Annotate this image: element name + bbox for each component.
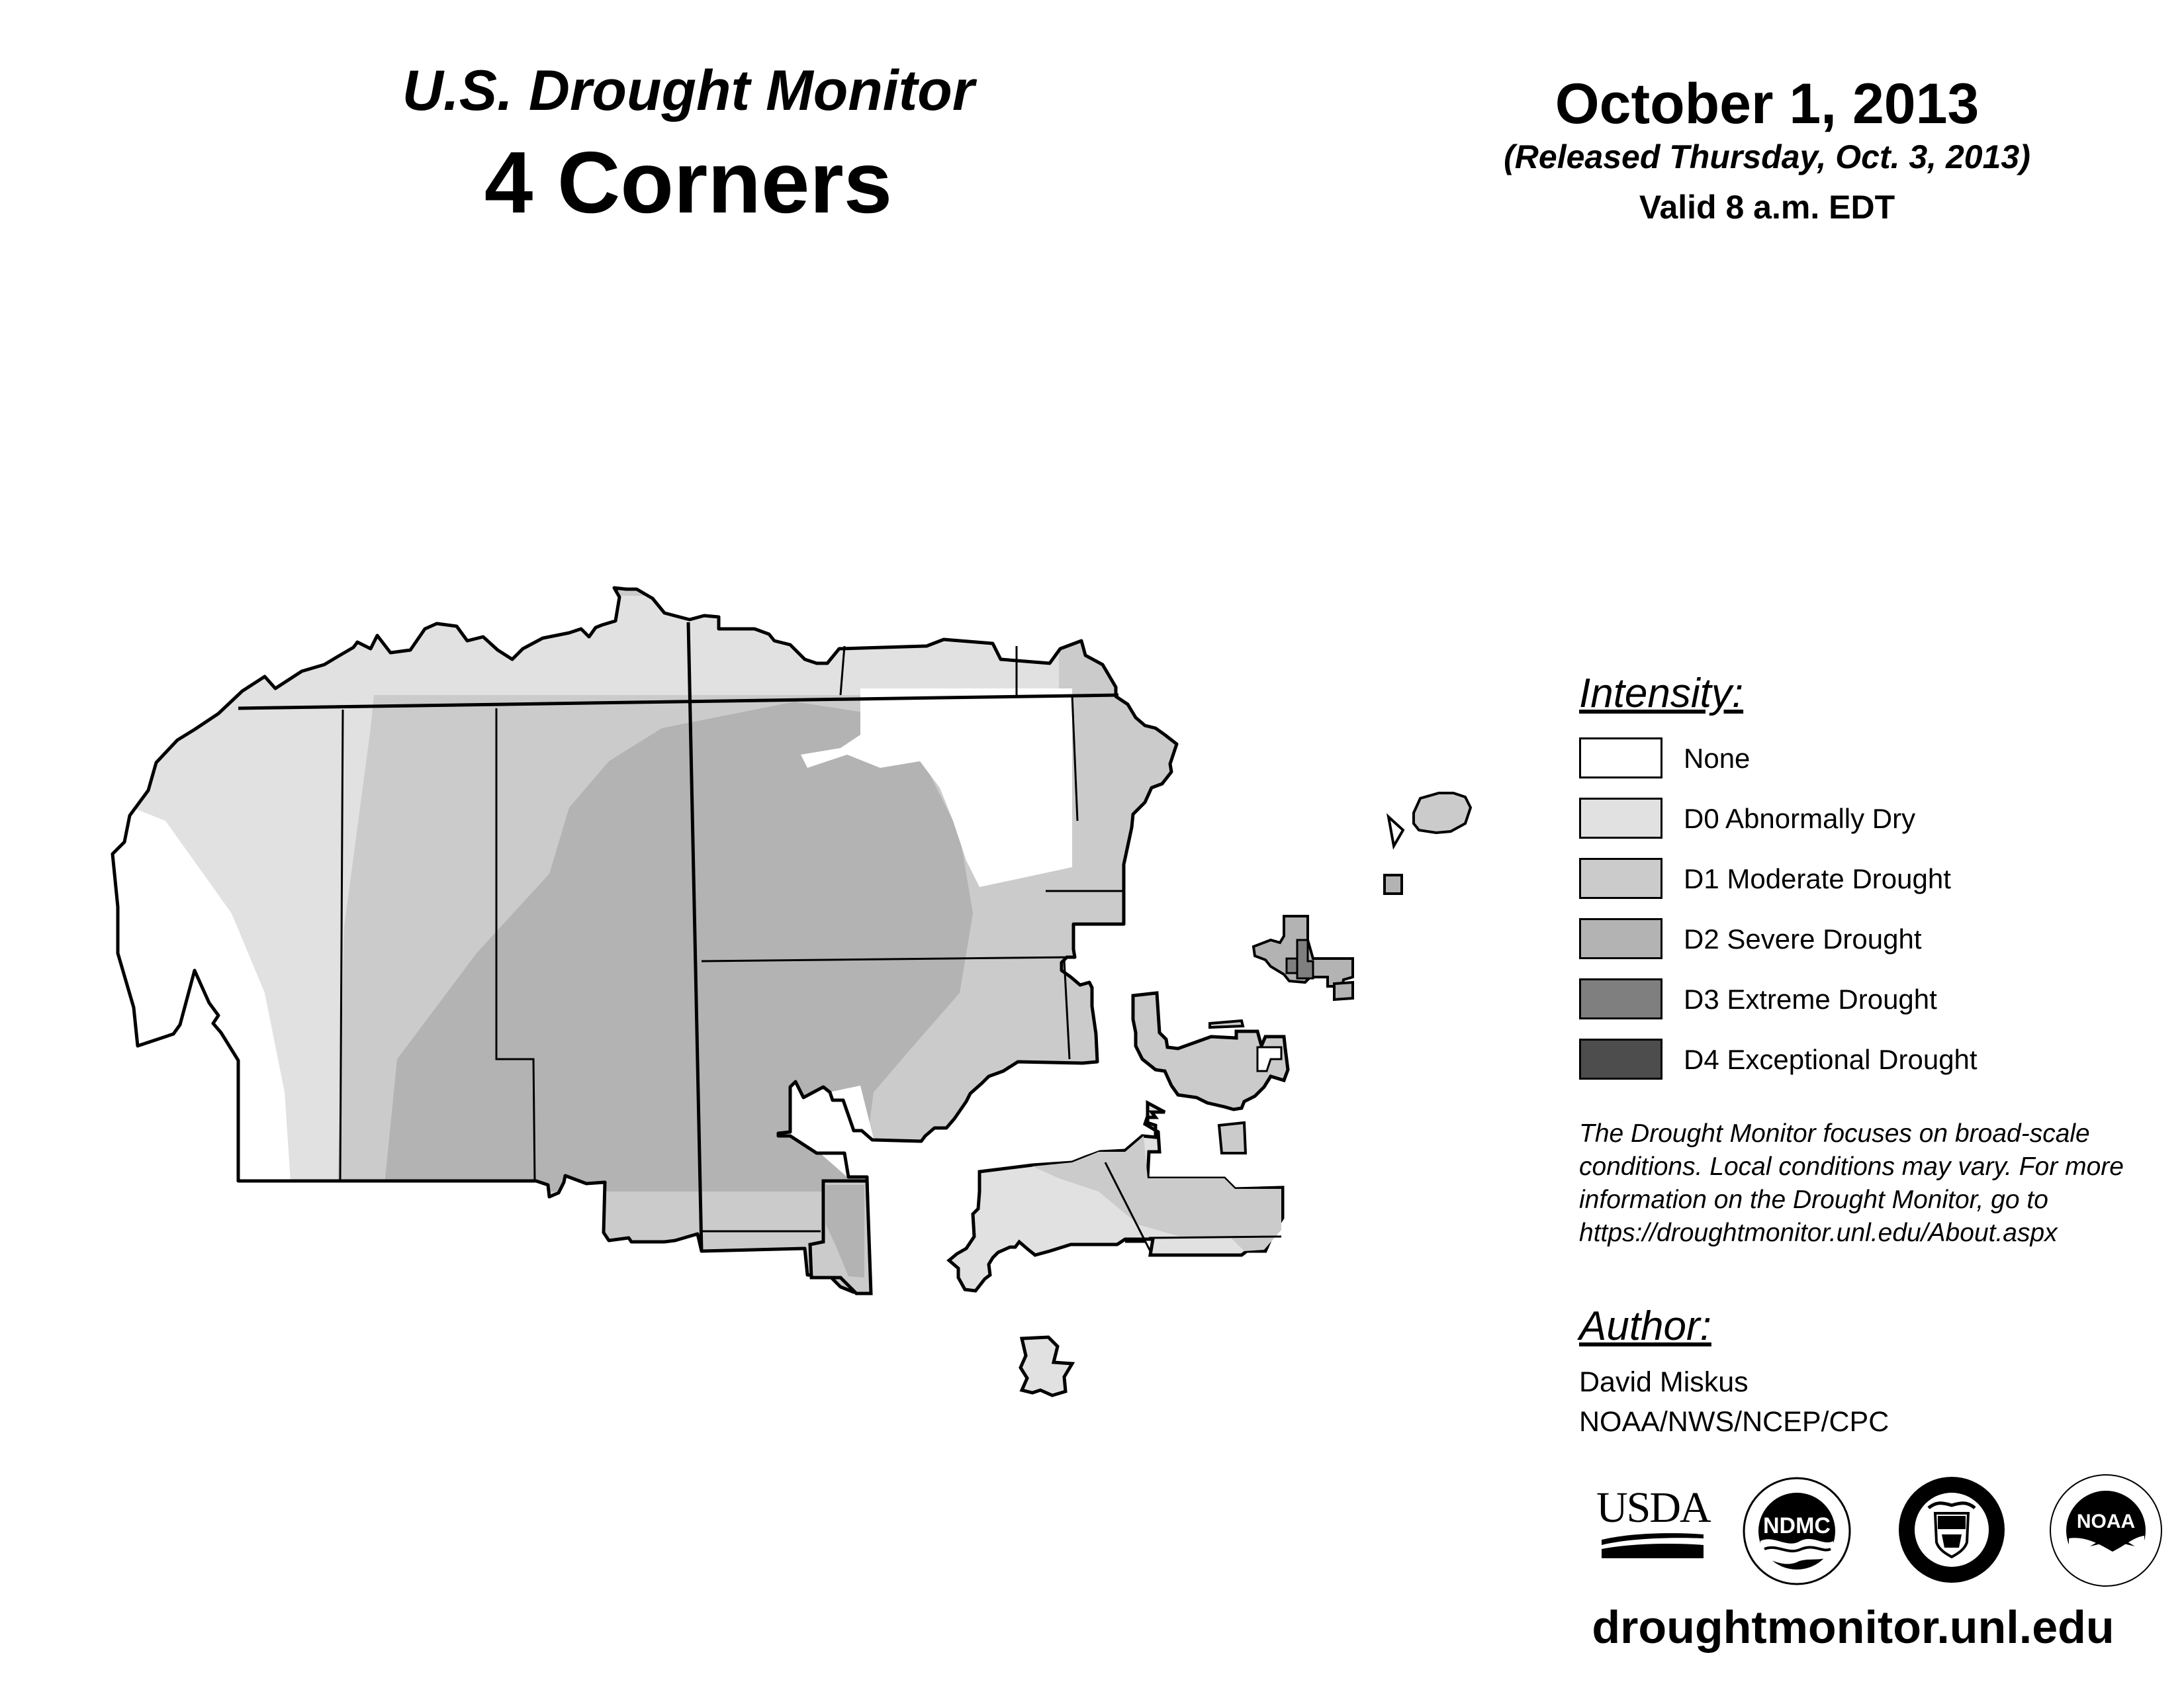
legend-label-d2: D2 Severe Drought	[1684, 923, 1922, 955]
author-organization: NOAA/NWS/NCEP/CPC	[1579, 1406, 1889, 1438]
region-south-island	[1021, 1337, 1072, 1395]
map-date: October 1, 2013	[1555, 72, 1979, 136]
region-far-east-square	[1385, 875, 1402, 894]
legend-label-none: None	[1684, 743, 1751, 774]
legend-label-d0: D0 Abnormally Dry	[1684, 803, 1916, 834]
legend-swatch-d1	[1579, 858, 1662, 899]
legend-item-d4	[1579, 1039, 2082, 1082]
legend-item-d2	[1579, 918, 2082, 962]
region-east-cluster-d3b	[1287, 959, 1297, 973]
legend-item-none	[1579, 737, 2082, 781]
ndmc-logo	[1741, 1475, 1853, 1587]
region-east-mid-islet	[1219, 1123, 1246, 1153]
usda-swoosh-icon	[1596, 1483, 1709, 1562]
website-url[interactable]: droughtmonitor.unl.edu	[1592, 1601, 2115, 1653]
region-title: 4 Corners	[484, 134, 893, 231]
disclaimer-note: The Drought Monitor focuses on broad-scale conditions. Local conditions may vary. For more information on the Drought Monitor, go to https://droughtmonitor.unl.edu/About.aspx	[1579, 1119, 2124, 1247]
legend-label-d3: D3 Extreme Drought	[1684, 984, 1937, 1015]
legend-item-d1	[1579, 858, 2082, 902]
region-east-small	[1334, 982, 1353, 1000]
legend-swatch-d2	[1579, 918, 1662, 959]
legend-label-d1: D1 Moderate Drought	[1684, 863, 1951, 894]
region-far-east-tri	[1388, 817, 1403, 846]
author-name: David Miskus	[1579, 1366, 1749, 1398]
ndmc-logo-text: NDMC	[1763, 1513, 1831, 1538]
legend-swatch-none	[1579, 737, 1662, 778]
noaa-logo-text: NOAA	[2076, 1511, 2136, 1532]
legend-title: Intensity:	[1579, 671, 1744, 716]
release-date: (Released Thursday, Oct. 3, 2013)	[1504, 138, 2030, 175]
legend-swatch-d0	[1579, 798, 1662, 839]
usda-logo-text: USDA	[1596, 1483, 1710, 1532]
main-region-fills	[0, 530, 1324, 1390]
legend-item-d3	[1579, 978, 2082, 1022]
author-heading: Author:	[1579, 1303, 1711, 1349]
region-far-east-island	[1414, 793, 1471, 833]
noaa-logo	[2048, 1472, 2164, 1589]
usda-logo	[1596, 1483, 1709, 1562]
department-of-commerce-seal-icon	[1895, 1474, 2008, 1586]
product-title: U.S. Drought Monitor	[402, 59, 975, 122]
region-east-mid-bit	[1210, 1021, 1243, 1027]
legend-item-d0	[1579, 798, 2082, 841]
valid-time: Valid 8 a.m. EDT	[1639, 189, 1895, 226]
legend-label-d4: D4 Exceptional Drought	[1684, 1044, 1978, 1075]
legend-swatch-d4	[1579, 1039, 1662, 1080]
legend-swatch-d3	[1579, 978, 1662, 1019]
